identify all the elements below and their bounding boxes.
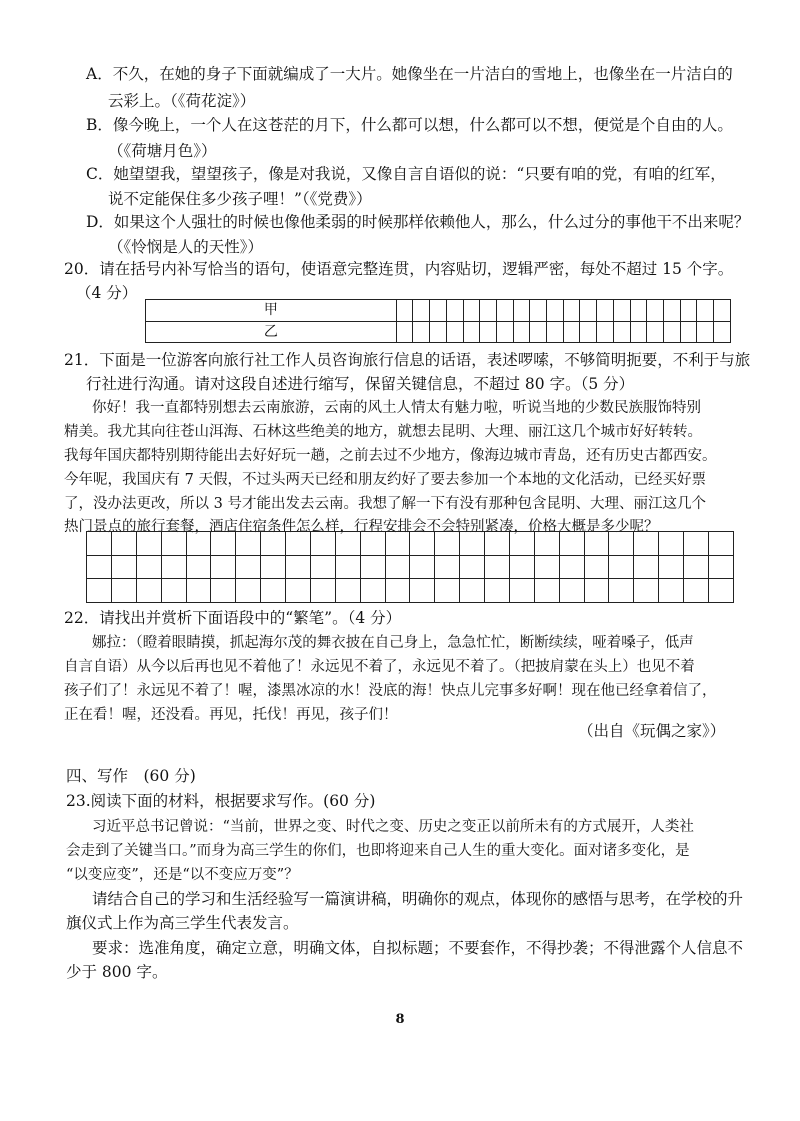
grid-cell[interactable] (613, 321, 630, 343)
grid-cell[interactable] (659, 555, 684, 579)
grid-cell[interactable] (559, 555, 584, 579)
q21-prompt-line2: 行社进行沟通。请对这段自述进行缩写，保留关键信息，不超过 80 字。（5 分） (86, 375, 635, 393)
grid-cell[interactable] (647, 321, 664, 343)
grid-cell[interactable] (714, 300, 731, 322)
grid-cell[interactable] (509, 532, 534, 556)
grid-row (87, 579, 734, 603)
grid-cell[interactable] (161, 579, 186, 603)
grid-cell[interactable] (435, 532, 460, 556)
grid-cell[interactable] (186, 579, 211, 603)
q21-passage-line4: 今年呢，我国庆有 7 天假，不过头两天已经和朋友约好了要去参加一个本地的文化活动，已经买好票 (64, 472, 706, 488)
grid-cell[interactable] (87, 579, 112, 603)
grid-cell[interactable] (360, 532, 385, 556)
grid-row (146, 300, 731, 322)
grid-cell[interactable] (460, 532, 485, 556)
grid-cell[interactable] (485, 579, 510, 603)
q23-requirement-line2: 少于 800 字。 (66, 963, 168, 981)
grid-cell[interactable] (534, 532, 559, 556)
q23-task-line1: 请结合自己的学习和生活经验写一篇演讲稿，明确你的观点，体现你的感悟与思考，在学校的升 (92, 890, 744, 908)
grid-cell[interactable] (413, 300, 430, 322)
grid-cell[interactable] (513, 300, 530, 322)
grid-cell[interactable] (708, 532, 733, 556)
grid-cell[interactable] (236, 579, 261, 603)
grid-cell[interactable] (463, 300, 480, 322)
q20-prompt-line1: 20．请在括号内补写恰当的语句，使语意完整连贯，内容贴切，逻辑严密，每处不超过 15 个字。 (64, 260, 734, 278)
grid-cell[interactable] (261, 579, 286, 603)
q21-passage-line2: 精美。我尤其向往苍山洱海、石林这些绝美的地方，就想去昆明、大理、丽江这几个城市好好转转。 (64, 424, 702, 440)
grid-cell[interactable] (310, 555, 335, 579)
q23-material-line2: 会走到了关键当口。”而身为高三学生的你们，也即将迎来自己人生的重大变化。面对诸多变化，是 (66, 843, 690, 859)
grid-cell[interactable] (463, 321, 480, 343)
grid-cell[interactable] (211, 532, 236, 556)
q23-material-line3: “以变应变”，还是“以不变应万变”？ (66, 867, 299, 883)
grid-cell[interactable] (360, 555, 385, 579)
grid-cell[interactable] (485, 555, 510, 579)
grid-cell[interactable] (659, 579, 684, 603)
grid-cell[interactable] (87, 532, 112, 556)
grid-cell[interactable] (663, 321, 680, 343)
grid-cell[interactable] (396, 321, 413, 343)
q20-prompt-line2: （4 分） (76, 284, 138, 302)
grid-cell[interactable] (697, 321, 714, 343)
grid-cell[interactable] (335, 579, 360, 603)
grid-cell[interactable] (261, 532, 286, 556)
grid-cell[interactable] (310, 579, 335, 603)
q21-answer-grid[interactable] (86, 531, 734, 603)
q23-material-line1: 习近平总书记曾说：“当前，世界之变、时代之变、历史之变正以前所未有的方式展开，人类社 (92, 819, 694, 835)
grid-cell[interactable] (385, 532, 410, 556)
q21-passage-line1: 你好！我一直都特别想去云南旅游，云南的风土人情太有魅力啦，听说当地的少数民族服饰特别 (92, 400, 701, 416)
q21-prompt-line1: 21．下面是一位游客向旅行社工作人员咨询旅行信息的话语，表述啰嗦，不够简明扼要，不利于与旅 (64, 351, 751, 369)
section-4-title: 四、写作 (60 分) (66, 767, 196, 785)
grid-cell[interactable] (480, 321, 497, 343)
grid-cell[interactable] (261, 555, 286, 579)
option-a-line1: A．不久，在她的身子下面就编成了一大片。她像坐在一片洁白的雪地上，也像坐在一片洁白的 (86, 65, 733, 83)
grid-cell[interactable] (385, 579, 410, 603)
grid-cell[interactable] (563, 300, 580, 322)
grid-cell[interactable] (708, 579, 733, 603)
grid-cell[interactable] (211, 579, 236, 603)
grid-cell[interactable] (430, 300, 447, 322)
grid-cell[interactable] (534, 555, 559, 579)
grid-cell[interactable] (136, 555, 161, 579)
grid-cell[interactable] (446, 300, 463, 322)
grid-cell[interactable] (509, 579, 534, 603)
grid-cell[interactable] (430, 321, 447, 343)
grid-cell[interactable] (547, 300, 564, 322)
grid-cell[interactable] (111, 532, 136, 556)
grid-cell[interactable] (697, 300, 714, 322)
q23-task-line2: 旗仪式上作为高三学生代表发言。 (66, 914, 299, 932)
q23-prompt: 23.阅读下面的材料，根据要求写作。(60 分) (66, 792, 376, 810)
grid-cell[interactable] (410, 555, 435, 579)
page-number: 8 (395, 1012, 405, 1027)
option-c-line1: C．她望望我，望望孩子，像是对我说，又像自言自语似的说：“只要有咱的党，有咱的红军， (86, 165, 726, 183)
grid-cell[interactable] (87, 555, 112, 579)
grid-row (146, 321, 731, 343)
grid-cell[interactable] (630, 300, 647, 322)
grid-cell[interactable] (597, 300, 614, 322)
grid-cell[interactable] (609, 555, 634, 579)
grid-cell[interactable] (584, 555, 609, 579)
option-d-line1: D．如果这个人强壮的时候也像他柔弱的时候那样依赖他人，那么，什么过分的事他干不出来呢？ (86, 213, 750, 231)
grid-cell[interactable] (480, 300, 497, 322)
grid-cell[interactable] (335, 532, 360, 556)
grid-cell[interactable] (136, 579, 161, 603)
grid-cell[interactable] (286, 579, 311, 603)
grid-cell[interactable] (413, 321, 430, 343)
grid-cell[interactable] (111, 579, 136, 603)
option-c-line2: 说不定能保住多少孩子哩！”（《党费》） (108, 190, 372, 208)
grid-cell[interactable] (559, 579, 584, 603)
grid-cell[interactable] (446, 321, 463, 343)
grid-cell[interactable] (236, 555, 261, 579)
grid-cell[interactable] (563, 321, 580, 343)
grid-cell[interactable] (659, 532, 684, 556)
grid-cell[interactable] (211, 555, 236, 579)
grid-cell[interactable] (236, 532, 261, 556)
grid-cell[interactable] (161, 532, 186, 556)
grid-cell[interactable] (496, 300, 513, 322)
grid-cell[interactable] (634, 555, 659, 579)
grid-cell[interactable] (111, 555, 136, 579)
q22-source: （出自《玩偶之家》） (578, 722, 726, 740)
grid-cell[interactable] (186, 555, 211, 579)
grid-cell[interactable] (310, 532, 335, 556)
grid-cell[interactable] (580, 300, 597, 322)
grid-cell[interactable] (714, 321, 731, 343)
q22-passage-line4: 正在看！喔，还没看。再见，托伐！再见，孩子们！ (64, 707, 398, 723)
grid-cell[interactable] (410, 579, 435, 603)
grid-cell[interactable] (496, 321, 513, 343)
grid-cell[interactable] (396, 300, 413, 322)
grid-row (87, 532, 734, 556)
grid-cell[interactable] (708, 555, 733, 579)
q21-passage-line6: 热门景点的旅行套餐，酒店住宿条件怎么样，行程安排会不会特别紧凑，价格大概是多少呢？ (64, 519, 659, 535)
grid-cell[interactable] (513, 321, 530, 343)
grid-cell[interactable] (634, 532, 659, 556)
grid-cell[interactable] (680, 300, 697, 322)
grid-cell[interactable] (634, 579, 659, 603)
option-b-line2: （《荷塘月色》） (108, 142, 217, 160)
grid-cell[interactable] (584, 532, 609, 556)
grid-cell[interactable] (609, 579, 634, 603)
q21-passage-line3: 我每年国庆都特别期待能出去好好玩一趟，之前去过不少地方，像海边城市青岛，还有历史古都西安。 (64, 448, 717, 464)
grid-cell[interactable] (509, 555, 534, 579)
grid-cell[interactable] (534, 579, 559, 603)
grid-cell[interactable] (680, 321, 697, 343)
grid-row-label: 乙 (146, 321, 397, 343)
grid-cell[interactable] (684, 579, 709, 603)
q22-passage-line1: 娜拉：（瞪着眼睛摸，抓起海尔茂的舞衣披在自己身上，急急忙忙，断断续续，哑着嗓子，低声 (92, 635, 694, 651)
q22-passage-line3: 孩子们了！永远见不着了！喔，漆黑冰凉的水！没底的海！快点儿完事多好啊！现在他已经拿着信了， (64, 683, 717, 699)
option-b-line1: B．像今晚上，一个人在这苍茫的月下，什么都可以想，什么都可以不想，便觉是个自由的人。 (86, 116, 733, 134)
grid-cell[interactable] (547, 321, 564, 343)
grid-row (87, 555, 734, 579)
grid-cell[interactable] (435, 579, 460, 603)
q22-prompt: 22．请找出并赏析下面语段中的“繁笔”。（4 分） (64, 609, 402, 627)
grid-cell[interactable] (684, 555, 709, 579)
grid-cell[interactable] (663, 300, 680, 322)
option-d-line2: （《怜悯是人的天性》） (108, 238, 264, 256)
grid-cell[interactable] (335, 555, 360, 579)
grid-cell[interactable] (530, 300, 547, 322)
grid-cell[interactable] (559, 532, 584, 556)
q20-answer-grid[interactable] (145, 299, 731, 343)
grid-cell[interactable] (485, 532, 510, 556)
grid-cell[interactable] (286, 555, 311, 579)
option-a-line2: 云彩上。（《荷花淀》） (108, 92, 256, 110)
grid-cell[interactable] (584, 579, 609, 603)
grid-cell[interactable] (360, 579, 385, 603)
q22-passage-line2: 自言自语）从今以后再也见不着他了！永远见不着了，永远见不着了。（把披肩蒙在头上）也见不着 (64, 659, 695, 675)
grid-cell[interactable] (684, 532, 709, 556)
grid-cell[interactable] (385, 555, 410, 579)
grid-cell[interactable] (460, 579, 485, 603)
grid-cell[interactable] (435, 555, 460, 579)
grid-row-label: 甲 (146, 300, 397, 322)
grid-cell[interactable] (186, 532, 211, 556)
grid-cell[interactable] (613, 300, 630, 322)
grid-cell[interactable] (630, 321, 647, 343)
grid-cell[interactable] (609, 532, 634, 556)
q23-requirement-line1: 要求：选准角度，确定立意，明确文体，自拟标题；不要套作，不得抄袭；不得泄露个人信息不 (92, 939, 744, 957)
grid-cell[interactable] (530, 321, 547, 343)
grid-cell[interactable] (286, 532, 311, 556)
grid-cell[interactable] (161, 555, 186, 579)
grid-cell[interactable] (580, 321, 597, 343)
grid-cell[interactable] (647, 300, 664, 322)
grid-cell[interactable] (410, 532, 435, 556)
q21-passage-line5: 了，没办法更改，所以 3 号才能出发去云南。我想了解一下有没有那种包含昆明、大理、丽江这几个 (64, 496, 706, 512)
grid-cell[interactable] (597, 321, 614, 343)
grid-cell[interactable] (136, 532, 161, 556)
grid-cell[interactable] (460, 555, 485, 579)
